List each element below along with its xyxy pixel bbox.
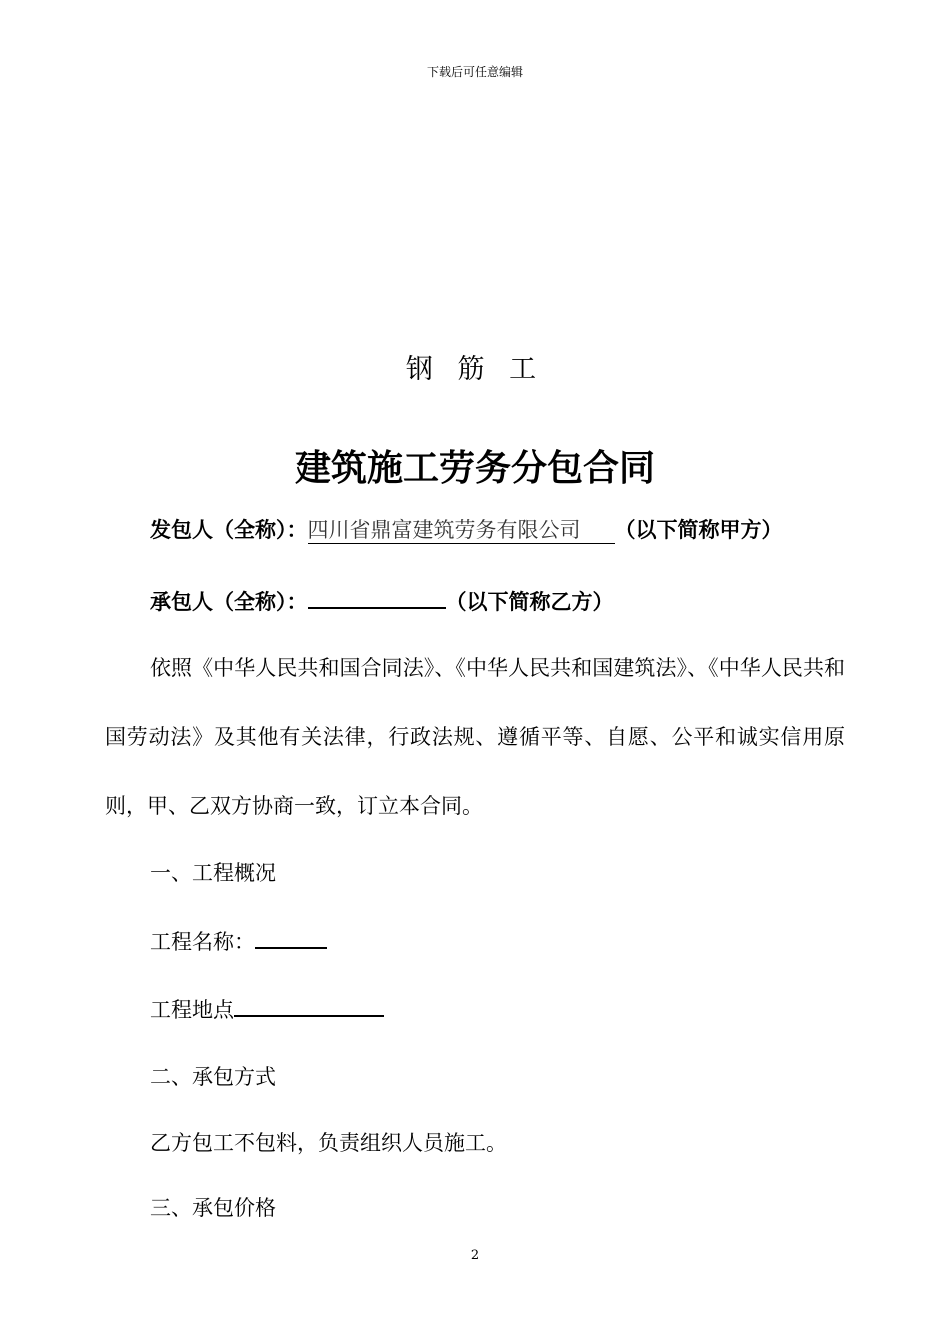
contractor-name-blank <box>308 585 446 609</box>
project-location-line <box>150 993 384 1025</box>
project-location-blank <box>234 993 384 1017</box>
section2-text: 乙方包工不包料，负责组织人员施工。 <box>150 1131 507 1155</box>
employer-label: 发包人（全称）： <box>150 518 308 542</box>
project-name-label: 工程名称： <box>150 930 255 954</box>
page-number: 2 <box>470 1248 480 1263</box>
section1-heading: 一、工程概况 <box>150 861 276 885</box>
project-name-blank <box>255 925 327 949</box>
employer-name: 四川省鼎富建筑劳务有限公司 <box>307 518 581 542</box>
contractor-suffix: （以下简称乙方） <box>445 590 614 614</box>
contractor-label: 承包人（全称）： <box>150 590 308 614</box>
preamble-paragraph: 依照《中华人民共和国合同法》、《中华人民共和国建筑法》、《中华人民共和国劳动法》及其他有关法律，行政法规、遵循平等、自愿、公平和诚实信用原则，甲、乙双方协商一致，订立本合同。 <box>105 656 845 818</box>
contractor-line <box>150 585 614 617</box>
project-location-label: 工程地点 <box>150 998 234 1022</box>
section2-heading: 二、承包方式 <box>150 1065 276 1089</box>
employer-suffix: （以下简称甲方） <box>614 518 783 542</box>
document-title: 建筑施工劳务分包合同 <box>294 448 655 489</box>
employer-line <box>150 515 783 545</box>
project-name-line <box>150 925 327 957</box>
page-header-note: 下载后可任意编辑 <box>426 65 523 79</box>
document-subtitle: 钢 筋 工 <box>405 354 545 385</box>
section3-heading: 三、承包价格 <box>150 1196 276 1220</box>
employer-name-field <box>308 517 615 544</box>
